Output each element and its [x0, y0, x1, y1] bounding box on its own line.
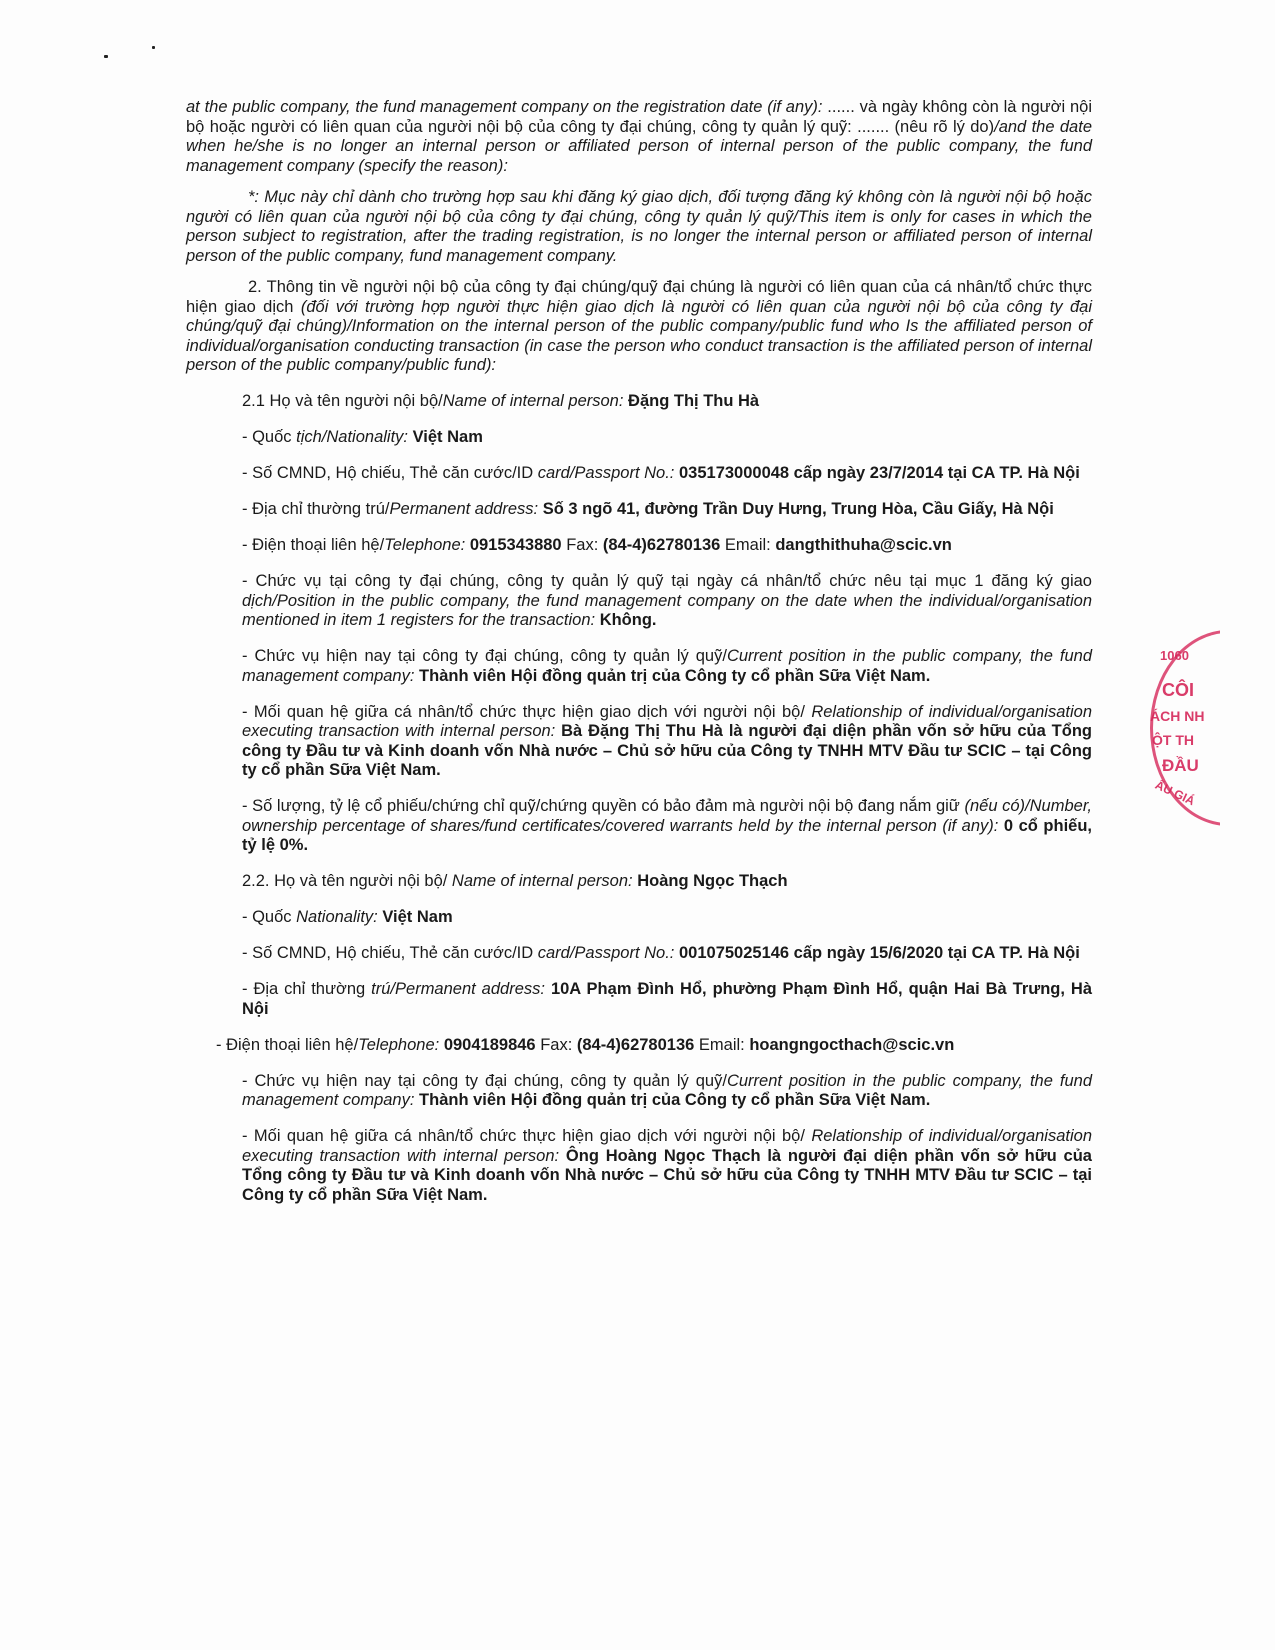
label: - Quốc — [242, 908, 297, 926]
nationality-line — [242, 428, 1092, 448]
scan-speck — [104, 55, 108, 58]
stamp-text: ÁCH NH — [1150, 708, 1205, 724]
label-italic: Name of internal person: — [442, 392, 624, 410]
relationship-value: Bà Đặng Thị Thu Hà là người đại diện phần vốn sở hữu của Tổng công ty Đầu tư và Kinh doanh vốn Nhà nước – Chủ sở hữu của Công ty TNHH MTV Đầu tư SCIC – tại Công ty cổ phần Sữa Việt Nam. — [242, 722, 1092, 779]
position-at-date-value: Không. — [599, 611, 657, 629]
stamp-text: ĐẦU — [1162, 756, 1199, 775]
label-italic: card/Passport No.: — [537, 464, 675, 482]
company-stamp — [1150, 630, 1220, 830]
current-position-value: Thành viên Hội đồng quản trị của Công ty cổ phần Sữa Việt Nam. — [419, 666, 931, 685]
label: - Quốc — [242, 428, 297, 446]
person-name: Hoàng Ngọc Thạch — [637, 872, 788, 890]
position-at-date-line — [242, 572, 1092, 631]
label: - Điện thoại liên hệ/ — [216, 1035, 359, 1054]
section-2-paragraph — [186, 278, 1092, 376]
relationship-value: Ông Hoàng Ngọc Thạch là người đại diện phần vốn sở hữu của Tổng công ty Đầu tư và Kinh doanh vốn Nhà nước – Chủ sở hữu của Công ty TNHH MTV Đầu tư SCIC – tại Công ty cổ phần Sữa Việt Nam. — [242, 1146, 1092, 1204]
current-position-line — [242, 1072, 1092, 1111]
stamp-text: 1060 — [1160, 648, 1189, 663]
holdings-value: 0 cổ phiếu, tỷ lệ 0%. — [242, 816, 1093, 854]
label: - Mối quan hệ giữa cá nhân/tổ chức thực hiện giao dịch với người nội bộ/ — [242, 702, 812, 721]
nationality-line — [242, 908, 1092, 928]
person-name: Đặng Thị Thu Hà — [628, 392, 760, 410]
id-line — [242, 464, 1092, 484]
person-name-line — [242, 392, 1092, 412]
phone-value: 0904189846 — [443, 1035, 536, 1054]
address-line — [242, 500, 1092, 520]
label-italic: Telephone: — [384, 536, 466, 554]
email-value: hoangngocthach@scic.vn — [749, 1035, 955, 1054]
label-italic: Permanent address: — [389, 500, 539, 518]
id-line — [242, 944, 1092, 964]
relationship-line — [242, 1127, 1092, 1205]
document-body — [186, 98, 1092, 1217]
label-italic: Relationship of individual/organisation executing transaction with internal person: — [242, 702, 1092, 740]
relationship-line — [242, 703, 1092, 781]
nationality-value: Việt Nam — [412, 428, 483, 446]
fax-value: (84-4)62780136 — [602, 536, 721, 554]
id-value: 035173000048 cấp ngày 23/7/2014 tại CA TP. Hà Nội — [678, 464, 1080, 482]
label-italic: Current position in the public company, the fund management company: — [242, 1071, 1093, 1109]
label-italic: Telephone: — [358, 1035, 440, 1054]
intro-text: ...... và ngày không còn là người nội bộ hoặc người có liên quan của người nội bộ của công ty đại chúng, công ty quản lý quỹ: ....... (nêu rõ lý do) — [186, 98, 1092, 136]
holdings-line — [242, 797, 1092, 856]
id-value: 001075025146 cấp ngày 15/6/2020 tại CA TP. Hà Nội — [678, 944, 1080, 962]
contact-line — [242, 536, 1092, 556]
current-position-line — [242, 647, 1092, 686]
phone-value: 0915343880 — [469, 536, 562, 554]
address-line — [242, 980, 1092, 1019]
label: - Địa chỉ thường — [242, 980, 372, 998]
label: - Số lượng, tỷ lệ cổ phiếu/chứng chỉ quỹ/chứng quyền có bảo đảm mà người nội bộ đang nắm giữ — [242, 797, 965, 815]
label-italic: dịch/Position in the public company, the fund management company on the date when the individual/organisation mentioned in item 1 registers for the transaction: — [242, 591, 1092, 629]
label-italic: Nationality: — [296, 908, 378, 926]
label-italic: tịch/Nationality: — [296, 428, 408, 446]
internal-person-1 — [186, 392, 1092, 856]
address-value: Số 3 ngõ 41, đường Trần Duy Hưng, Trung Hòa, Cầu Giấy, Hà Nội — [542, 500, 1054, 518]
label: - Số CMND, Hộ chiếu, Thẻ căn cước/ID — [242, 944, 538, 962]
internal-person-2 — [186, 872, 1092, 1205]
email-label: Email: — [724, 536, 771, 554]
section-2-lead: 2. Thông tin về người nội bộ của công ty đại chúng/quỹ đại chúng là người có liên quan của cá nhân/tổ chức thực hiện giao dịch — [186, 278, 1092, 316]
fax-label: Fax: — [540, 1035, 573, 1054]
footnote-paragraph — [186, 188, 1092, 266]
label-italic: Current position in the public company, the fund management company: — [242, 647, 1093, 685]
label: - Chức vụ tại công ty đại chúng, công ty quản lý quỹ tại ngày cá nhân/tổ chức nêu tại mục 1 đăng ký giao — [242, 572, 1092, 590]
label: - Địa chỉ thường trú/ — [242, 500, 390, 518]
label-italic: Relationship of individual/organisation executing transaction with internal person: — [242, 1127, 1092, 1165]
footnote-text: *: Mục này chỉ dành cho trường hợp sau khi đăng ký giao dịch, đối tượng đăng ký không còn là người nội bộ hoặc người có liên quan của người nội bộ của công ty đại chúng, công ty quản lý quỹ/This item is only for cases in which the person subject to registration, after the trading registration, is no longer the internal person or affiliated person of internal person of the public company, fund management company. — [186, 188, 1092, 265]
person-name-line — [242, 872, 1092, 892]
label-italic: (nếu có)/Number, ownership percentage of shares/fund certificates/covered warrants held by the internal person (if any): — [242, 797, 1092, 835]
label: - Số CMND, Hộ chiếu, Thẻ căn cước/ID — [242, 464, 538, 482]
label: 2.1 Họ và tên người nội bộ/ — [242, 392, 443, 410]
label-italic: trú/Permanent address: — [371, 980, 545, 998]
intro-italic-1: at the public company, the fund management company on the registration date (if any): — [186, 98, 823, 116]
fax-label: Fax: — [566, 536, 599, 554]
label: - Điện thoại liên hệ/ — [242, 536, 385, 554]
section-2-lead-italic: (đối với trường hợp người thực hiện giao dịch là người có liên quan của người nội bộ của công ty đại chúng/quỹ đại chúng)/Information on the internal person of the public company/public fund who Is the affiliated person of individual/organisation conducting transaction (in case the person who conduct transaction is the affiliated person of internal person of the public company/public fund): — [186, 297, 1092, 374]
intro-paragraph — [186, 98, 1092, 176]
fax-value: (84-4)62780136 — [576, 1035, 695, 1054]
label-italic: Name of internal person: — [451, 872, 633, 890]
label: - Chức vụ hiện nay tại công ty đại chúng, công ty quản lý quỹ/ — [242, 647, 727, 665]
scan-speck — [152, 46, 155, 49]
intro-italic-2: /and the date when he/she is no longer an internal person or affiliated person of internal person of the public company, the fund management company (specify the reason): — [186, 117, 1092, 175]
current-position-value: Thành viên Hội đồng quản trị của Công ty cổ phần Sữa Việt Nam. — [419, 1091, 931, 1109]
address-value: 10A Phạm Đình Hổ, phường Phạm Đình Hổ, quận Hai Bà Trưng, Hà Nội — [242, 980, 1092, 1018]
email-label: Email: — [698, 1035, 745, 1054]
stamp-text: ẤU GIÁ — [1153, 777, 1197, 809]
stamp-seal-icon — [1150, 630, 1220, 830]
email-value: dangthithuha@scic.vn — [775, 536, 952, 554]
stamp-text: CÔI — [1162, 680, 1195, 700]
label-italic: card/Passport No.: — [537, 944, 675, 962]
label: - Mối quan hệ giữa cá nhân/tổ chức thực hiện giao dịch với người nội bộ/ — [242, 1127, 812, 1145]
label: - Chức vụ hiện nay tại công ty đại chúng, công ty quản lý quỹ/ — [242, 1071, 727, 1090]
nationality-value: Việt Nam — [382, 908, 453, 926]
label: 2.2. Họ và tên người nội bộ/ — [242, 872, 452, 890]
contact-line — [216, 1036, 1092, 1056]
stamp-text: ỘT TH — [1152, 732, 1194, 748]
